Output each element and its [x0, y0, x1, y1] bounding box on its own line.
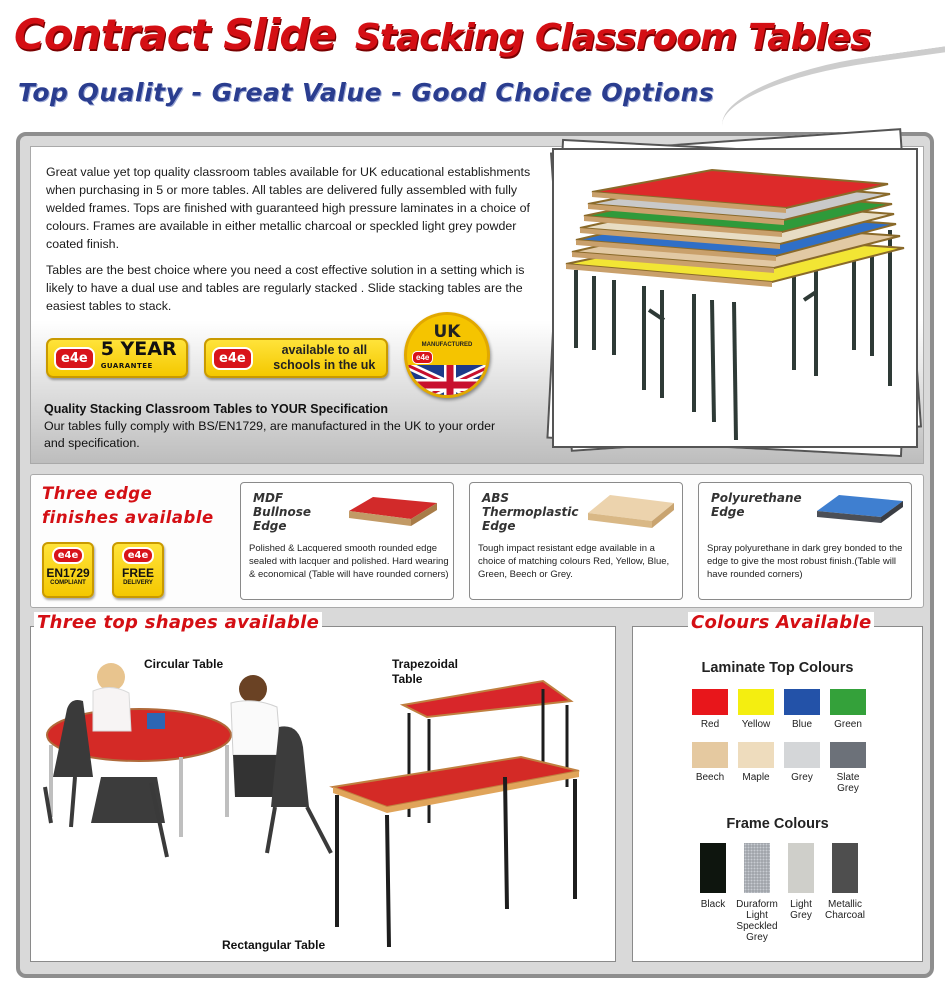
frame-swatch — [788, 843, 814, 893]
availability-text: available to all schools in the uk — [273, 343, 376, 372]
laminate-swatch — [692, 742, 728, 768]
spec-heading: Quality Stacking Classroom Tables to YOUR Specification — [44, 402, 389, 416]
shapes-title: Three top shapes available — [34, 612, 322, 633]
guarantee-label: GUARANTEE — [100, 362, 153, 370]
laminate-swatch-label: Maple — [742, 772, 770, 783]
page-title — [14, 10, 934, 74]
edge-title-line2: finishes available — [42, 508, 214, 527]
en1729-badge — [42, 542, 94, 598]
guarantee-badge — [46, 338, 188, 378]
intro-paragraph-2: Tables are the best choice where you need a cost effective solution in a setting which is likely to have a dual use and tables are regularly stacked . Slide stacking tables are the easiest tables to stack. — [46, 263, 525, 313]
uk-manufactured-badge — [404, 312, 490, 398]
title-part1: Contract Slide — [14, 10, 336, 59]
polyurethane-edge-sample — [813, 491, 905, 527]
laminate-swatch — [784, 742, 820, 768]
laminate-swatch-label: Grey — [791, 772, 813, 783]
mdf-edge-sample — [345, 493, 439, 529]
trapezoidal-table-label: Trapezoidal Table — [392, 657, 459, 686]
e4e-logo: e4e — [52, 547, 85, 564]
frame-swatch-label: Black — [700, 899, 726, 910]
circular-table-label: Circular Table — [144, 657, 224, 671]
frame-swatch — [832, 843, 858, 893]
availability-badge — [204, 338, 388, 378]
laminate-swatch-label: Green — [834, 719, 862, 730]
manufactured-text: MANUFACTURED — [421, 342, 473, 348]
laminate-swatch — [830, 742, 866, 768]
laminate-swatch — [738, 689, 774, 715]
e4e-logo: e4e — [412, 351, 433, 364]
laminate-swatch — [738, 742, 774, 768]
stacked-tables-image — [554, 150, 920, 450]
laminate-swatch-label: Beech — [695, 772, 725, 783]
free-text: FREE — [121, 566, 154, 580]
laminate-swatch-label: Slate Grey — [836, 772, 860, 794]
free-delivery-badge — [112, 542, 164, 598]
edge-option-desc: Polished & Lacquered smooth rounded edge sealed with lacquer and polished. Hard wearing & economical (Table will have rounded corners) — [249, 543, 449, 580]
table-shapes-image — [31, 627, 615, 961]
frame-swatch-label: Metallic Charcoal — [824, 899, 866, 921]
laminate-heading: Laminate Top Colours — [701, 660, 854, 676]
title-part2: Stacking Classroom Tables — [354, 17, 871, 58]
e4e-logo: e4e — [212, 347, 253, 370]
laminate-swatch-label: Yellow — [741, 719, 771, 730]
frame-swatch-label: Duraform Light Speckled Grey — [736, 899, 778, 943]
e4e-logo: e4e — [54, 347, 95, 370]
uk-text: UK — [433, 322, 461, 342]
edge-option-name: Polyurethane Edge — [711, 491, 802, 519]
frame-swatch — [744, 843, 770, 893]
edge-option-abs — [469, 482, 683, 600]
edge-finishes-title — [42, 482, 214, 530]
edge-option-polyurethane — [698, 482, 912, 600]
edge-option-desc: Tough impact resistant edge available in a choice of matching colours Red, Yellow, Blue, Green, Beech or Grey. — [478, 543, 670, 580]
laminate-swatch-label: Red — [700, 719, 720, 730]
edge-option-name: ABS Thermoplastic Edge — [482, 491, 579, 533]
abs-edge-sample — [584, 491, 676, 531]
intro-paragraph-1: Great value yet top quality classroom tables available for UK educational establishments when purchasing in 5 or more tables. All tables are delivered fully assembled with fully welded frames. Tops are finished with guaranteed high pressure laminates in a choice of colours. Frames are available in either metallic charcoal or speckled light grey powder coated finish. — [46, 165, 531, 251]
union-flag-icon — [407, 365, 490, 398]
colours-title: Colours Available — [688, 612, 874, 633]
edge-title-line1: Three edge — [42, 484, 153, 503]
edge-option-mdf — [240, 482, 454, 600]
e4e-logo: e4e — [122, 547, 155, 564]
edge-option-desc: Spray polyurethane in dark grey bonded to the edge to give the most robust finish.(Table will have rounded corners) — [707, 543, 903, 580]
rectangular-table-label: Rectangular Table — [222, 938, 326, 952]
guarantee-years: 5 YEAR — [100, 338, 177, 360]
compliant-text: COMPLIANT — [50, 580, 86, 586]
delivery-text: DELIVERY — [123, 580, 153, 586]
frame-heading: Frame Colours — [726, 816, 829, 832]
intro-text — [46, 163, 541, 323]
frame-swatch — [700, 843, 726, 893]
spec-text: Our tables fully comply with BS/EN1729, are manufactured in the UK to your order and specification. — [44, 419, 496, 450]
edge-option-name: MDF Bullnose Edge — [253, 491, 311, 533]
laminate-swatch — [784, 689, 820, 715]
frame-swatch-label: Light Grey — [790, 899, 812, 921]
shapes-panel — [30, 626, 616, 962]
laminate-swatch — [830, 689, 866, 715]
laminate-swatch — [692, 689, 728, 715]
laminate-swatch-label: Blue — [791, 719, 812, 730]
en1729-text: EN1729 — [46, 566, 90, 580]
stacked-tables-photo — [546, 138, 930, 450]
page-subtitle: Top Quality - Great Value - Good Choice Options — [18, 78, 715, 107]
